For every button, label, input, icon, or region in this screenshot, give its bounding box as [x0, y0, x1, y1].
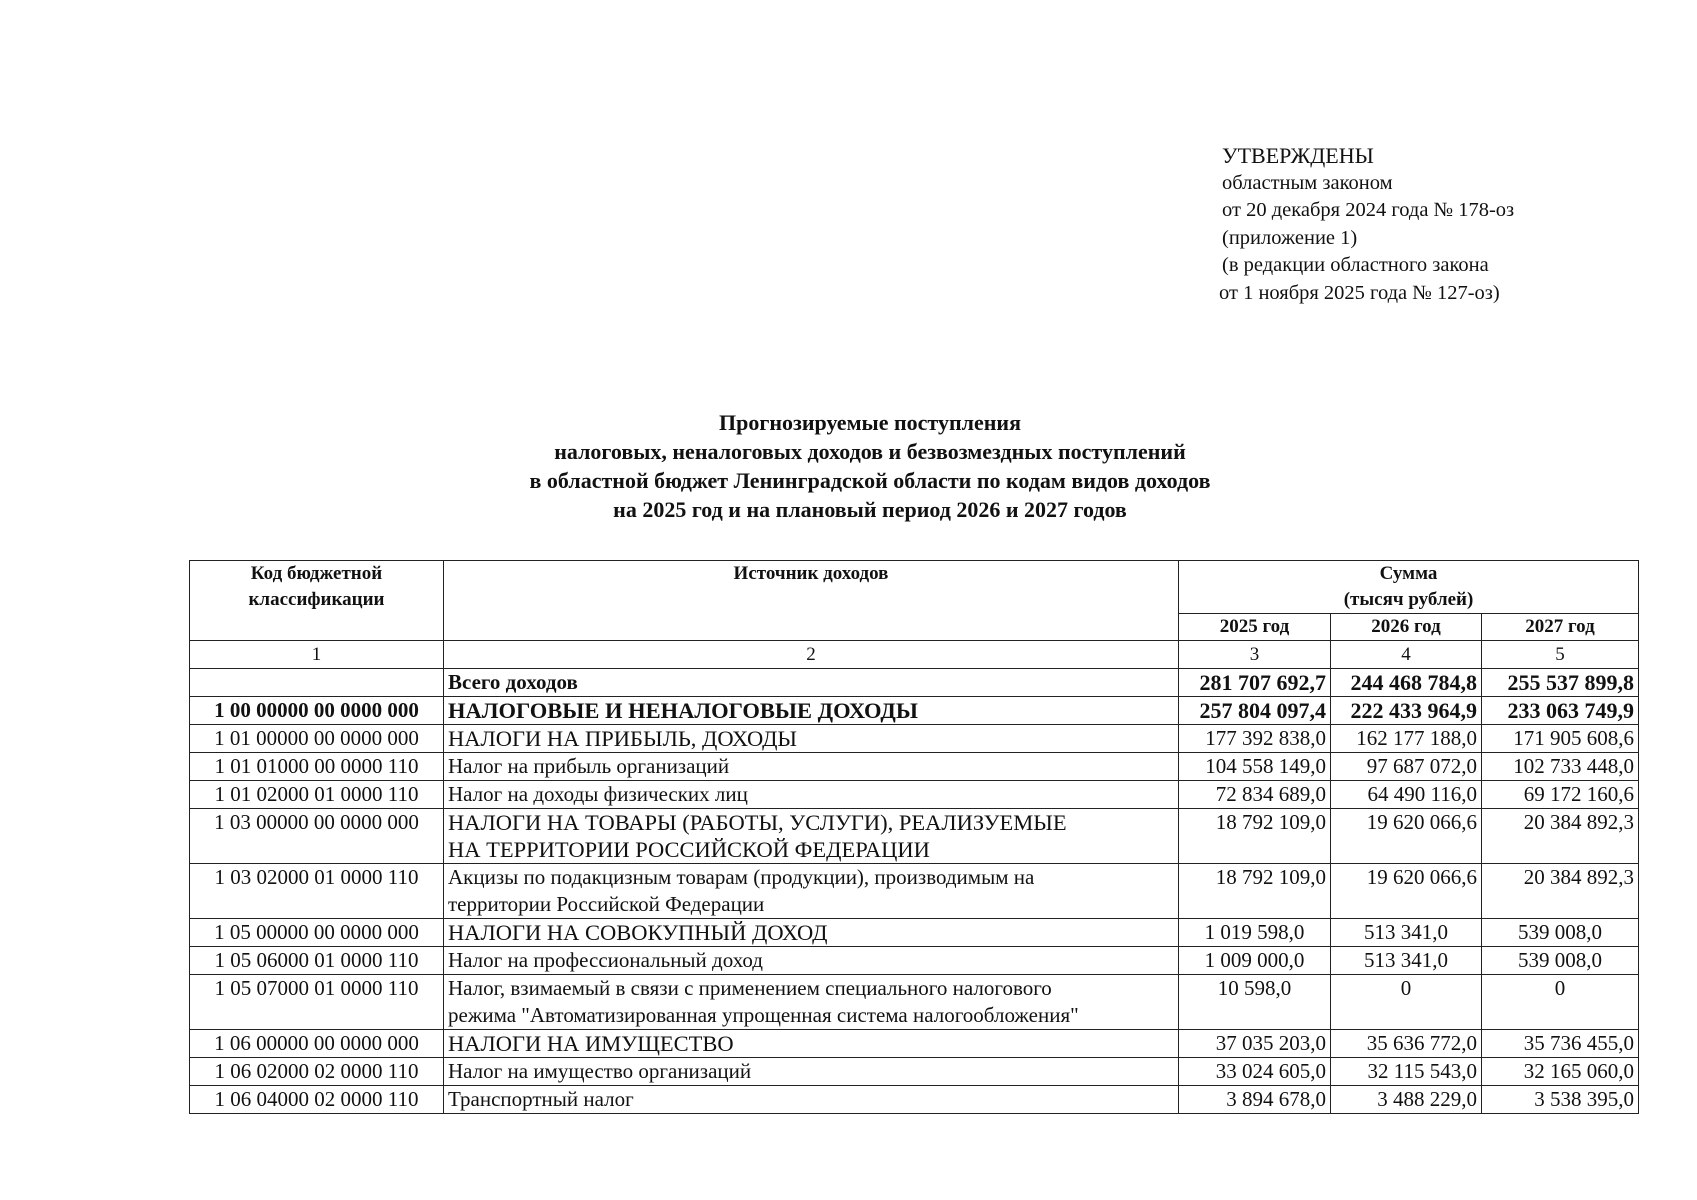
row-value-2025: 18 792 109,0	[1179, 864, 1331, 919]
row-name: Налог на имущество организаций	[444, 1058, 1179, 1086]
row-value-2027: 3 538 395,0	[1482, 1086, 1639, 1114]
column-number: 3	[1179, 641, 1331, 669]
title-line: налоговых, неналоговых доходов и безвозмездных поступлений	[554, 439, 1186, 464]
table-row	[190, 1030, 1639, 1058]
table-row	[190, 809, 1639, 864]
row-value-2026: 32 115 543,0	[1331, 1058, 1482, 1086]
row-name-line: НА ТЕРРИТОРИИ РОССИЙСКОЙ ФЕДЕРАЦИИ	[448, 837, 930, 862]
table-row	[190, 919, 1639, 947]
header-year-2027: 2027 год	[1482, 614, 1639, 641]
row-value-2027: 171 905 608,6	[1482, 725, 1639, 753]
row-value-2025: 37 035 203,0	[1179, 1030, 1331, 1058]
row-value-2027: 35 736 455,0	[1482, 1030, 1639, 1058]
row-name-line: Акцизы по подакцизным товарам (продукции), производимым на	[448, 865, 1035, 889]
column-number: 4	[1331, 641, 1482, 669]
row-name	[444, 864, 1179, 919]
row-value-2025: 1 019 598,0	[1179, 919, 1331, 947]
table-row	[190, 1058, 1639, 1086]
header-year-2026: 2026 год	[1331, 614, 1482, 641]
row-value-2026: 513 341,0	[1331, 919, 1482, 947]
row-value-2026: 19 620 066,6	[1331, 809, 1482, 864]
row-value-2025: 18 792 109,0	[1179, 809, 1331, 864]
row-name: НАЛОГИ НА ПРИБЫЛЬ, ДОХОДЫ	[444, 725, 1179, 753]
row-value-2025: 1 009 000,0	[1179, 947, 1331, 975]
column-number: 1	[190, 641, 444, 669]
table-row	[190, 781, 1639, 809]
row-name: НАЛОГОВЫЕ И НЕНАЛОГОВЫЕ ДОХОДЫ	[444, 697, 1179, 725]
row-value-2026: 222 433 964,9	[1331, 697, 1482, 725]
row-name	[444, 809, 1179, 864]
row-value-2025: 3 894 678,0	[1179, 1086, 1331, 1114]
approval-stamp	[1219, 142, 1515, 307]
approval-line: (в редакции областного закона	[1222, 254, 1489, 276]
header-sum-label: Сумма	[1379, 563, 1438, 584]
row-name: НАЛОГИ НА ИМУЩЕСТВО	[444, 1030, 1179, 1058]
row-value-2025: 177 392 838,0	[1179, 725, 1331, 753]
header-year-2025: 2025 год	[1179, 614, 1331, 641]
approval-line: (приложение 1)	[1222, 226, 1358, 249]
row-name: Налог на прибыль организаций	[444, 753, 1179, 781]
row-value-2027: 0	[1482, 975, 1639, 1030]
revenue-table	[189, 560, 1639, 1114]
row-value-2027: 255 537 899,8	[1482, 669, 1639, 697]
approval-line: от 1 ноября 2025 года № 127-оз)	[1219, 281, 1500, 304]
row-value-2027: 69 172 160,6	[1482, 781, 1639, 809]
row-value-2025: 104 558 149,0	[1179, 753, 1331, 781]
row-value-2026: 513 341,0	[1331, 947, 1482, 975]
column-number-row	[190, 641, 1639, 669]
row-code: 1 01 02000 01 0000 110	[190, 781, 444, 809]
table-row	[190, 697, 1639, 725]
row-value-2026: 19 620 066,6	[1331, 864, 1482, 919]
row-code	[190, 669, 444, 697]
row-code: 1 01 00000 00 0000 000	[190, 725, 444, 753]
row-name: НАЛОГИ НА СОВОКУПНЫЙ ДОХОД	[444, 919, 1179, 947]
row-value-2026: 0	[1331, 975, 1482, 1030]
table-row	[190, 1086, 1639, 1114]
row-name: Транспортный налог	[444, 1086, 1179, 1114]
header-code: Код бюджетной классификации	[190, 561, 444, 641]
row-code: 1 05 07000 01 0000 110	[190, 975, 444, 1030]
table-row	[190, 864, 1639, 919]
row-name-line: НАЛОГИ НА ТОВАРЫ (РАБОТЫ, УСЛУГИ), РЕАЛИЗУЕМЫЕ	[448, 810, 1067, 835]
table-row	[190, 753, 1639, 781]
approval-line: областным законом	[1222, 171, 1393, 194]
row-code: 1 06 04000 02 0000 110	[190, 1086, 444, 1114]
row-value-2026: 64 490 116,0	[1331, 781, 1482, 809]
row-value-2027: 233 063 749,9	[1482, 697, 1639, 725]
row-value-2026: 35 636 772,0	[1331, 1030, 1482, 1058]
header-sum-unit: (тысяч рублей)	[1343, 589, 1474, 610]
row-name: Налог на профессиональный доход	[444, 947, 1179, 975]
row-code: 1 00 00000 00 0000 000	[190, 697, 444, 725]
column-number: 5	[1482, 641, 1639, 669]
row-name	[444, 975, 1179, 1030]
row-name-line: Налог, взимаемый в связи с применением специального налогового	[448, 976, 1052, 1000]
row-value-2025: 10 598,0	[1179, 975, 1331, 1030]
row-code: 1 05 00000 00 0000 000	[190, 919, 444, 947]
row-value-2027: 539 008,0	[1482, 947, 1639, 975]
row-value-2027: 102 733 448,0	[1482, 753, 1639, 781]
header-source: Источник доходов	[444, 561, 1179, 641]
row-name-line: территории Российской Федерации	[448, 892, 765, 916]
title-line: Прогнозируемые поступления	[719, 410, 1021, 435]
row-value-2025: 281 707 692,7	[1179, 669, 1331, 697]
row-value-2027: 539 008,0	[1482, 919, 1639, 947]
row-code: 1 06 02000 02 0000 110	[190, 1058, 444, 1086]
row-value-2027: 20 384 892,3	[1482, 864, 1639, 919]
row-value-2027: 32 165 060,0	[1482, 1058, 1639, 1086]
row-value-2026: 97 687 072,0	[1331, 753, 1482, 781]
row-value-2026: 162 177 188,0	[1331, 725, 1482, 753]
approval-heading: УТВЕРЖДЕНЫ	[1222, 143, 1374, 168]
row-code: 1 01 01000 00 0000 110	[190, 753, 444, 781]
title-line: на 2025 год и на плановый период 2026 и 2027 годов	[613, 497, 1127, 522]
approval-line: от 20 декабря 2024 года № 178-оз	[1222, 199, 1515, 221]
row-name: Налог на доходы физических лиц	[444, 781, 1179, 809]
row-code: 1 06 00000 00 0000 000	[190, 1030, 444, 1058]
document-title	[180, 408, 1560, 524]
row-name: Всего доходов	[444, 669, 1179, 697]
row-code: 1 03 02000 01 0000 110	[190, 864, 444, 919]
table-row	[190, 725, 1639, 753]
header-sum	[1179, 561, 1639, 614]
row-value-2025: 257 804 097,4	[1179, 697, 1331, 725]
column-number: 2	[444, 641, 1179, 669]
row-value-2026: 244 468 784,8	[1331, 669, 1482, 697]
row-value-2026: 3 488 229,0	[1331, 1086, 1482, 1114]
row-code: 1 03 00000 00 0000 000	[190, 809, 444, 864]
row-value-2025: 33 024 605,0	[1179, 1058, 1331, 1086]
table-row	[190, 947, 1639, 975]
row-value-2025: 72 834 689,0	[1179, 781, 1331, 809]
table-row	[190, 975, 1639, 1030]
row-code: 1 05 06000 01 0000 110	[190, 947, 444, 975]
table-row	[190, 669, 1639, 697]
row-name-line: режима "Автоматизированная упрощенная система налогообложения"	[448, 1003, 1079, 1027]
title-line: в областной бюджет Ленинградской области по кодам видов доходов	[529, 468, 1211, 493]
row-value-2027: 20 384 892,3	[1482, 809, 1639, 864]
